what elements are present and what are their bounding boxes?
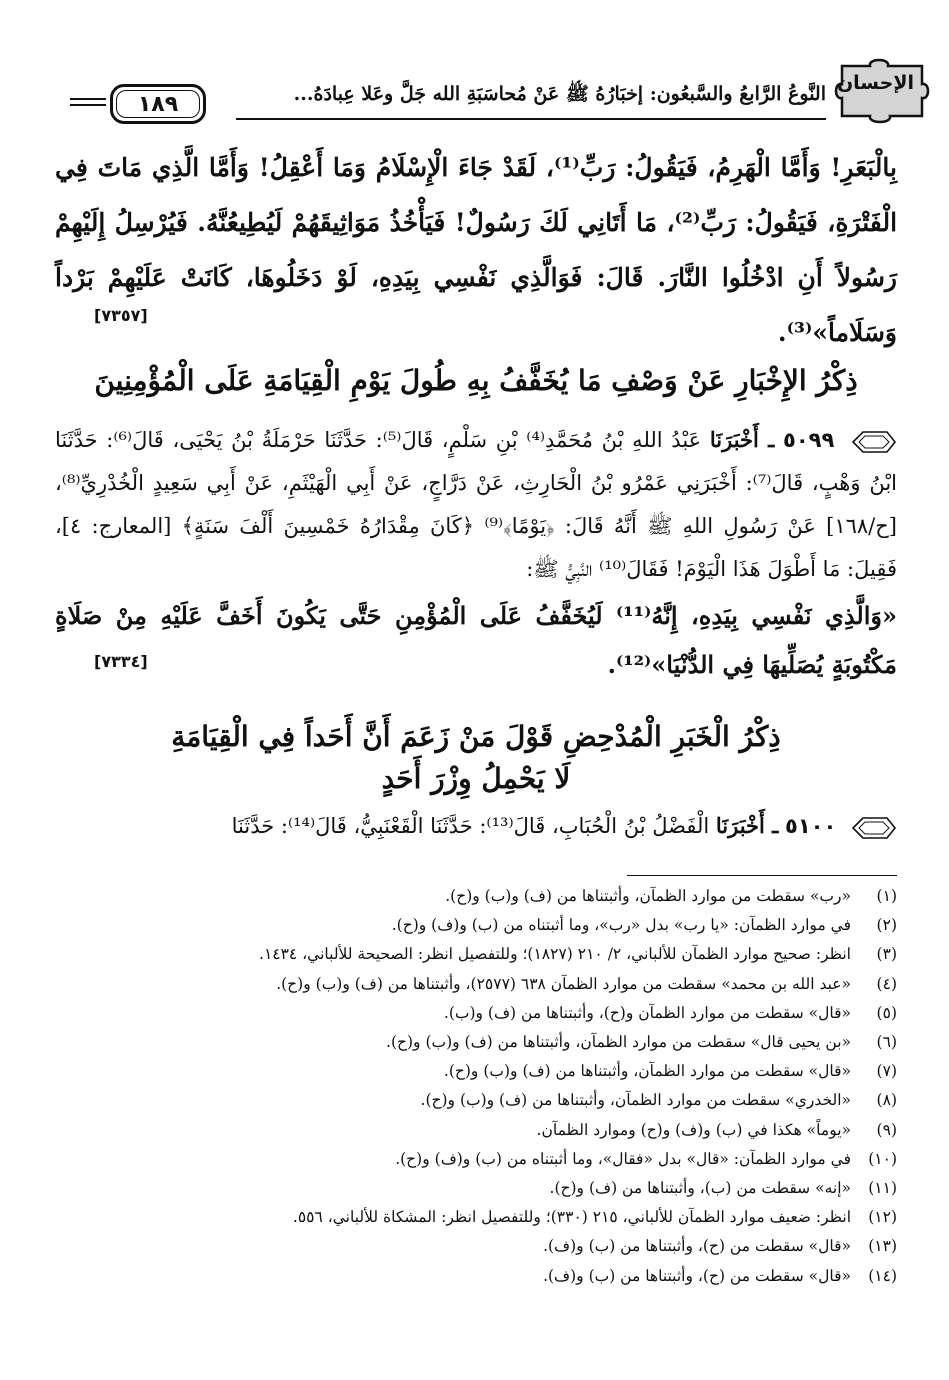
footnote-number: (٤) — [876, 974, 897, 993]
footnote-separator — [627, 875, 897, 876]
footnote — [55, 1262, 897, 1291]
footnote — [55, 1232, 897, 1261]
hadith-5099 — [55, 418, 897, 689]
footnote-number: (٥) — [876, 1003, 897, 1022]
footnote-text: «قال» سقطت من (ح)، وأثبتناها من (ب) و(ف). — [543, 1237, 851, 1256]
footnote-text: «عبد الله بن محمد» سقطت من موارد الظمآن ٦٣٨ (٢٥٧٧)، وأثبتناها من (ف) و(ب) و(ح). — [276, 974, 851, 993]
running-header — [70, 56, 930, 136]
footnote-number: (١٣) — [868, 1237, 897, 1256]
hadith-5100 — [55, 804, 897, 848]
header-rule-left-bottom — [70, 104, 106, 106]
footnote-text: «يوماً» هكذا في (ب) و(ف) و(ح) وموارد الظمآن. — [536, 1120, 851, 1139]
isnad-intro: ـ أَخْبَرَنَا — [709, 427, 775, 452]
footnote-text: في موارد الظمآن: «قال» بدل «فقال»، وما أثبتناه من (ب) و(ف) و(ح). — [395, 1149, 851, 1168]
footnote-text: «إنه» سقطت من (ب)، وأثبتناها من (ف) و(ح). — [549, 1179, 851, 1198]
page-number-frame — [110, 84, 206, 124]
footnote — [55, 1145, 897, 1174]
footnote — [55, 970, 897, 999]
hadith-number: ٥٠٩٩ — [783, 428, 835, 452]
isnad-intro: ـ أَخْبَرَنَا — [715, 813, 779, 838]
reference-number: [٧٣٣٤] — [94, 652, 148, 671]
footnote-text: «قال» سقطت من (ح)، وأثبتناها من (ب) و(ف). — [543, 1266, 851, 1285]
page-number: ١٨٩ — [137, 91, 179, 117]
footnote — [55, 940, 897, 969]
footnote-number: (٧) — [876, 1062, 897, 1081]
footnote-number: (١١) — [868, 1179, 897, 1198]
hadith-marker-icon — [849, 428, 897, 456]
footnote-number: (٣) — [876, 945, 897, 964]
isnad-text: عَبْدُ اللهِ بْنُ مُحَمَّدِ⁽⁴⁾ بْنِ سَلْمٍ، قَالَ⁽⁵⁾: حَدَّثَنَا حَرْمَلَةُ بْنُ يَحْيَى، قَالَ⁽⁶⁾: حَدَّثَنَا ابْنُ وَهْبٍ، قَالَ⁽⁷⁾: أَخْبَرَنِي عَمْرُو بْنُ الْحَارِثِ، عَنْ دَرَّاجٍ، عَنْ أَبِي الْهَيْثَمِ، عَنْ أَبِي سَعِيدٍ الْخُدْرِيِّ⁽⁸⁾، [ح/١٦٨] عَنْ رَسُولِ اللهِ ﷺ أَنَّهُ قَالَ: — [55, 428, 897, 538]
footnote-number: (١٢) — [868, 1208, 897, 1227]
footnote-text: «بن يحيى قال» سقطت من موارد الظمآن، وأثبتناها من (ف) و(ب) و(ح). — [386, 1033, 851, 1052]
quran-verse: ﴿يَوْمًا﴾⁽⁹⁾ ﴿كَانَ مِقْدَارُهُ خَمْسِينَ أَلْفَ سَنَةٍ﴾ [المعارج: ٤]، فَقِيلَ: مَا أَطْوَلَ هَذَا الْيَوْمَ! فَقَالَ⁽¹⁰⁾ النَّبِيُّ ﷺ: — [55, 514, 897, 581]
header-rule — [236, 118, 826, 120]
hadith-matn: «وَالَّذِي نَفْسِي بِيَدِهِ، إِنَّهُ⁽¹¹⁾ لَيُخَفَّفُ عَلَى الْمُؤْمِنِ حَتَّى يَكُونَ أَخَفَّ عَلَيْهِ مِنْ صَلَاةٍ مَكْتُوبَةٍ يُصَلِّيهَا فِي الدُّنْيَا»⁽¹²⁾. — [55, 601, 897, 679]
footnote — [55, 1028, 897, 1057]
running-title: النَّوعُ الرَّابعُ والسَّبعُون: إخبَارُهُ ﷺ عَنْ مُحاسَبَةِ الله جَلَّ وعَلا عِبادَهُ... — [293, 83, 826, 105]
footnote-number: (١) — [876, 887, 897, 905]
footnote — [55, 882, 897, 911]
footnote — [55, 1116, 897, 1145]
section-heading: ذِكْرُ الإِخْبَارِ عَنْ وَصْفِ مَا يُخَفَّفُ بِهِ طُولَ يَوْمِ الْقِيَامَةِ عَلَى الْمُؤْمِنِينَ — [94, 364, 858, 397]
header-rule-left-top — [70, 98, 106, 100]
hadith-continuation: بِالْبَعَرِ! وَأَمَّا الْهَرِمُ، فَيَقُولُ: رَبِّ⁽¹⁾، لَقَدْ جَاءَ الْإِسْلَامُ وَمَا أَعْقِلُ! وَأَمَّا الَّذِي مَاتَ فِي الْفَتْرَةِ، فَيَقُولُ: رَبِّ⁽²⁾، مَا أَتَانِي لَكَ رَسُولٌ! فَيَأْخُذُ مَوَاثِيقَهُمْ لَيُطِيعُنَّهُ. فَيُرْسِلُ إِلَيْهِمْ رَسُولاً أَنِ ادْخُلُوا النَّارَ. قَالَ: فَوَالَّذِي نَفْسِي بِيَدِهِ، لَوْ دَخَلُوهَا، كَانَتْ عَلَيْهِمْ بَرْداً وَسَلَاماً»⁽³⁾. — [55, 153, 898, 347]
footnote — [55, 999, 897, 1028]
footnote-text: «قال» سقطت من موارد الظمآن، وأثبتناها من (ف) و(ب) و(ح). — [443, 1062, 851, 1081]
footnote — [55, 1203, 897, 1232]
footnote-number: (١٠) — [868, 1149, 897, 1168]
footnote-number: (٦) — [876, 1033, 897, 1052]
hadith-number: ٥١٠٠ — [785, 814, 837, 838]
footnote-text: «قال» سقطت من موارد الظمآن و(ح)، وأثبتناها من (ف) و(ب). — [443, 1003, 851, 1022]
isnad-text: الْفَضْلُ بْنُ الْحُبَابِ، قَالَ⁽¹³⁾: حَدَّثَنَا الْقَعْنَبِيُّ، قَالَ⁽¹⁴⁾: حَدَّثَنَا — [231, 814, 710, 838]
footnote-text: انظر: ضعيف موارد الظمآن للألباني، ٢١٥ (٣٣٠)؛ وللتفصيل انظر: المشكاة للألباني، ٥٥٦. — [292, 1208, 851, 1227]
footnote — [55, 911, 897, 940]
footnote — [55, 1057, 897, 1086]
footnotes — [55, 882, 897, 1291]
footnote-number: (٩) — [876, 1120, 897, 1139]
footnote-number: (١٤) — [868, 1266, 897, 1285]
footnote-text: «رب» سقطت من موارد الظمآن، وأثبتناها من (ف) و(ب) و(ح). — [445, 887, 851, 905]
footnote-number: (٢) — [876, 916, 897, 935]
section-heading-line: لَا يَحْمِلُ وِزْرَ أَحَدٍ — [381, 762, 571, 795]
footnote-number: (٨) — [876, 1091, 897, 1110]
footnote-text: في موارد الظمآن: «يا رب» بدل «رب»، وما أثبتناه من (ب) و(ف) و(ح). — [391, 916, 851, 935]
section-heading — [55, 716, 897, 800]
footnote — [55, 1174, 897, 1203]
footnote-text: انظر: صحيح موارد الظمآن للألباني، ٢/ ٢١٠ (١٨٢٧)؛ وللتفصيل انظر: الصحيحة للألباني، ١٤٣٤. — [259, 945, 851, 964]
hadith-marker-icon — [849, 814, 897, 842]
book-tag-badge — [830, 56, 930, 124]
footnote — [55, 1086, 897, 1115]
book-tag-label: الإحسان — [836, 72, 914, 94]
footnote-text: «الخدري» سقطت من موارد الظمآن، وأثبتناها من (ف) و(ب) و(ح). — [420, 1091, 851, 1110]
section-heading-line: ذِكْرُ الْخَبَرِ الْمُدْحِضِ قَوْلَ مَنْ زَعَمَ أَنَّ أَحَداً فِي الْقِيَامَةِ — [171, 720, 781, 753]
reference-number: [٧٣٥٧] — [94, 306, 148, 325]
